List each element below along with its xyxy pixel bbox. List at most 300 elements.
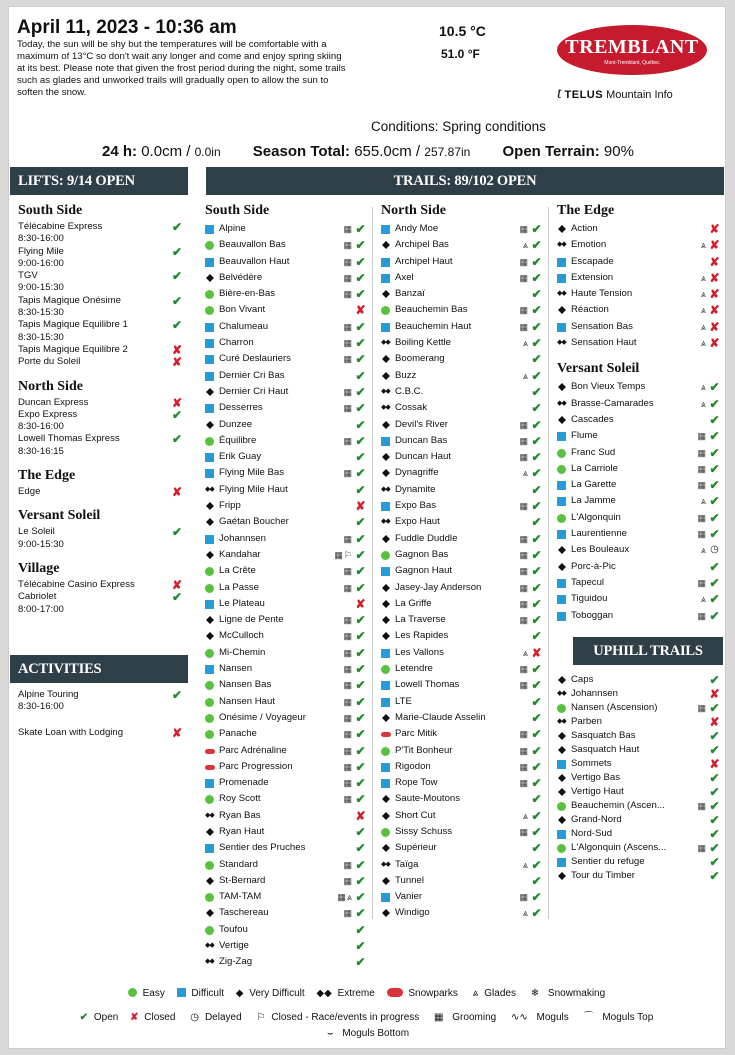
lift-name: Cabriolet [18, 591, 57, 603]
lift-hours: 9:00-16:00 [18, 257, 64, 269]
trail-name: Marie-Claude Asselin [395, 711, 486, 723]
trail-name: Nansen Bas [219, 679, 272, 691]
trail-name: Fripp [219, 500, 241, 512]
trail-row [205, 368, 367, 384]
closed-cross-icon: ✘ [709, 287, 720, 302]
trail-row [205, 857, 367, 873]
weather-description: Today, the sun will be shy but the temperatures will be comfortable with a maximum of 13°C so don't wait any longer and come and enjoy spring skiing at its best. Please note that given the frost period during the night, some trails such as glades and unworked trails will gradually open to allow the sun to soften the snow. [17, 39, 346, 98]
trail-row [205, 808, 367, 824]
trail-row [205, 954, 367, 970]
trail-name: Extension [571, 271, 614, 283]
flag-icon: ⚐ [256, 1012, 266, 1023]
conditions: Conditions: Spring conditions [371, 119, 546, 134]
easy-circle-icon [557, 704, 566, 713]
open-check-icon: ✔ [531, 238, 542, 253]
grooming-icon: ▦ [697, 843, 707, 853]
difficult-square-icon [381, 323, 390, 332]
open-check-icon: ✔ [709, 841, 720, 855]
trail-name: Sentier des Pruches [219, 842, 306, 854]
very-difficult-diamond-icon [382, 469, 390, 477]
very-difficult-diamond-icon [382, 421, 390, 429]
open-check-icon: ✔ [531, 287, 542, 302]
easy-circle-icon [205, 584, 214, 593]
lift-name: Flying Mile [18, 245, 64, 257]
open-check-icon: ✔ [355, 368, 366, 383]
grooming-icon: ▦ [697, 447, 707, 458]
legend-moguls: ∿∿ Moguls [510, 1012, 569, 1023]
trail-name: La Carriole [571, 462, 618, 474]
open-check-icon: ✔ [531, 596, 542, 611]
grooming-icon: ▦ [343, 289, 353, 300]
trail-name: Sensation Bas [571, 320, 633, 332]
trail-row [205, 237, 367, 253]
open-check-icon: ✔ [355, 678, 366, 693]
trail-row [205, 596, 367, 612]
trail-name: Axel [395, 271, 414, 283]
trails-south-side [205, 198, 367, 971]
trail-name: Vertige [219, 940, 249, 952]
easy-circle-icon [381, 747, 390, 756]
very-difficult-diamond-icon [382, 616, 390, 624]
grooming-icon: ▦ [343, 712, 353, 723]
lifts-list [18, 198, 190, 621]
trail-row [557, 771, 721, 785]
grooming-icon: ▦ [343, 435, 353, 446]
sponsor-name: TELUS [564, 89, 604, 101]
trail-row [381, 628, 543, 644]
trail-name: La Garette [571, 479, 617, 491]
lift-item [18, 356, 190, 368]
trail-row [205, 351, 367, 367]
easy-circle-icon [205, 861, 214, 870]
very-difficult-diamond-icon [382, 910, 390, 918]
trail-name: Beauvallon Haut [219, 255, 290, 267]
difficult-square-icon [205, 372, 214, 381]
open-check-icon: ✔ [531, 450, 542, 465]
glades-icon: ⩓ [700, 272, 707, 283]
difficult-square-icon [205, 225, 214, 234]
trail-row [205, 628, 367, 644]
open-check-icon: ✔ [355, 922, 366, 937]
trail-name: Vertigo Bas [571, 772, 621, 783]
open-check-icon: ✔ [531, 368, 542, 383]
open-check-icon: ✔ [355, 287, 366, 302]
very-difficult-diamond-icon [382, 535, 390, 543]
easy-circle-icon [557, 844, 566, 853]
trail-name: Bière-en-Bas [219, 288, 275, 300]
lift-name: Le Soleil [18, 526, 55, 538]
difficult-square-icon [381, 649, 390, 658]
trail-row [557, 729, 721, 743]
trail-name: Rope Tow [395, 777, 438, 789]
closed-cross-icon: ✘ [709, 238, 720, 253]
very-difficult-diamond-icon [382, 714, 390, 722]
open-check-icon: ✔ [531, 499, 542, 514]
easy-circle-icon [205, 714, 214, 723]
trail-name: Grand-Nord [571, 814, 622, 825]
trail-row [381, 237, 543, 253]
open-check-icon: ✔ [709, 396, 720, 411]
lift-name: TGV [18, 270, 38, 282]
trail-row [557, 591, 721, 607]
grooming-icon: ▦ [343, 566, 353, 577]
grooming-icon: ▦ [519, 272, 529, 283]
very-difficult-diamond-icon [558, 563, 566, 571]
grooming-icon: ▦ [697, 610, 707, 621]
trail-row [381, 482, 543, 498]
open-check-icon: ✔ [531, 531, 542, 546]
trail-name: Escapade [571, 255, 614, 267]
very-difficult-diamond-icon [206, 518, 214, 526]
closed-cross-icon: ✘ [171, 577, 183, 592]
trail-name: La Traverse [395, 614, 446, 626]
trail-row [205, 645, 367, 661]
trail-row [205, 384, 367, 400]
grooming-icon: ▦ [343, 664, 353, 675]
trail-row [381, 824, 543, 840]
lift-group-title: North Side [18, 378, 83, 394]
grooming-icon: ▦ [519, 566, 529, 577]
easy-circle-icon [205, 926, 214, 935]
open-check-icon: ✔ [709, 869, 720, 883]
grooming-icon: ▦ [519, 224, 529, 234]
trail-name: TAM-TAM [219, 891, 262, 903]
lift-item [18, 319, 190, 344]
trail-row [205, 433, 367, 449]
open-check-icon: ✔ [531, 890, 542, 905]
easy-circle-icon [205, 681, 214, 690]
trail-row [205, 824, 367, 840]
open-check-icon: ✔ [531, 482, 542, 497]
open-check-icon: ✔ [531, 515, 542, 530]
lift-hours: 9:00-15:30 [18, 538, 64, 550]
trail-group-title: The Edge [557, 203, 615, 218]
difficult-square-icon [205, 258, 214, 267]
closed-cross-icon: ✘ [171, 485, 183, 500]
check-icon: ✔ [79, 1012, 89, 1023]
very-difficult-diamond-icon [206, 551, 214, 559]
trail-row [205, 889, 367, 905]
grooming-icon: ▦ [343, 386, 353, 397]
trail-row [205, 743, 367, 759]
trail-name: Beauchemin Bas [395, 304, 468, 316]
trail-row [205, 759, 367, 775]
open-check-icon: ✔ [709, 575, 720, 590]
trail-name: Duncan Bas [395, 434, 448, 446]
difficult-square-icon [381, 681, 390, 690]
legend-open: ✔ Open [79, 1012, 119, 1023]
open-check-icon: ✔ [171, 220, 183, 234]
closed-cross-icon: ✘ [709, 757, 720, 771]
trail-name: Andy Moe [395, 223, 439, 234]
open-check-icon: ✔ [355, 906, 366, 921]
open-check-icon: ✔ [355, 629, 366, 644]
open-check-icon: ✔ [709, 510, 720, 525]
trail-row [205, 840, 367, 856]
very-difficult-diamond-icon [382, 453, 390, 461]
open-check-icon: ✔ [531, 352, 542, 367]
trail-row [381, 905, 543, 921]
trail-row [557, 757, 721, 771]
trail-row [557, 461, 721, 477]
trail-row [205, 319, 367, 335]
difficult-square-icon [557, 760, 566, 769]
open-check-icon: ✔ [355, 857, 366, 872]
trail-group-title: Versant Soleil [557, 361, 640, 377]
open-check-icon: ✔ [355, 222, 366, 236]
open-check-icon: ✔ [355, 759, 366, 774]
trail-name: Flying Mile Haut [219, 483, 288, 495]
open-check-icon: ✔ [355, 955, 366, 970]
trail-row [381, 596, 543, 612]
trail-name: Sasquatch Bas [571, 730, 636, 741]
trail-name: Les Vallons [395, 646, 444, 658]
open-check-icon: ✔ [531, 710, 542, 725]
trail-row [205, 531, 367, 547]
trail-name: Sensation Haut [571, 337, 637, 349]
trail-name: Devil's River [395, 418, 449, 430]
lift-name: Télécabine Casino Express [18, 578, 135, 590]
difficult-square-icon [557, 530, 566, 539]
trail-row [557, 428, 721, 444]
logo-tagline: Mont-Tremblant, Québec [604, 60, 660, 66]
trail-name: Dynagriffe [395, 467, 439, 479]
glades-icon: ⩓ [700, 382, 707, 393]
very-difficult-diamond-icon [206, 388, 214, 396]
open-check-icon: ✔ [531, 694, 542, 709]
trail-row [557, 477, 721, 493]
glades-icon: ⩓ [700, 321, 707, 332]
trail-row [557, 799, 721, 813]
trail-row [381, 417, 543, 433]
closed-cross-icon: ✘ [709, 270, 720, 285]
trail-name: Nansen [219, 663, 253, 675]
trail-row [205, 449, 367, 465]
open-check-icon: ✔ [355, 238, 366, 253]
open-check-icon: ✔ [355, 841, 366, 856]
trail-row [205, 514, 367, 530]
lift-item [18, 433, 190, 458]
difficult-square-icon [205, 355, 214, 364]
very-difficult-diamond-icon [558, 774, 566, 782]
trail-name: Tapecul [571, 576, 605, 588]
trail-row [205, 661, 367, 677]
trail-name: Boiling Kettle [395, 337, 451, 349]
lift-group-title: Versant Soleil [18, 508, 101, 524]
trail-name: Belvédère [219, 271, 263, 283]
extreme-double-diamond-icon: ◆◆ [205, 942, 214, 950]
grooming-icon: ▦ [343, 908, 353, 919]
open-check-icon: ✔ [355, 564, 366, 579]
open-check-icon: ✔ [531, 629, 542, 644]
open-check-icon: ✔ [171, 590, 183, 605]
open-check-icon: ✔ [709, 527, 720, 542]
closed-cross-icon: ✘ [355, 808, 366, 823]
grooming-icon: ▦ [343, 240, 353, 251]
trail-row [205, 791, 367, 807]
open-check-icon: ✔ [709, 785, 720, 799]
grooming-icon: ▦ [697, 801, 707, 811]
legend-snowmaking: ❄ Snowmaking [530, 988, 606, 999]
grooming-icon: ▦ [697, 703, 707, 713]
open-check-icon: ✔ [531, 906, 542, 921]
open-check-icon: ✔ [531, 270, 542, 285]
trail-name: Parben [571, 716, 602, 727]
trail-name: Ligne de Pente [219, 614, 284, 626]
grooming-icon: ▦ [343, 778, 353, 789]
lift-item [18, 486, 190, 498]
difficult-square-icon [557, 258, 566, 267]
grooming-icon: ▦ [343, 354, 353, 365]
trail-row [205, 905, 367, 921]
grooming-icon: ▦ [519, 615, 529, 626]
activities-list [18, 689, 190, 752]
trail-row [557, 855, 721, 869]
open-check-icon: ✔ [531, 662, 542, 677]
trail-row [557, 335, 721, 351]
open-check-icon: ✔ [531, 824, 542, 839]
glades-icon: ⩓ [522, 908, 529, 919]
difficult-square-icon [557, 858, 566, 867]
grooming-icon: ▦ [343, 696, 353, 707]
trail-row [557, 869, 721, 883]
trail-group-title: South Side [205, 203, 270, 218]
trail-name: Bon Vivant [219, 304, 266, 316]
open-check-icon: ✔ [709, 461, 720, 476]
open-check-icon: ✔ [531, 873, 542, 888]
difficult-square-icon [557, 612, 566, 621]
easy-circle-icon [205, 730, 214, 739]
lift-name: Alpine Touring [18, 689, 79, 700]
open-check-icon: ✔ [531, 417, 542, 432]
trail-name: Jasey-Jay Anderson [395, 581, 482, 593]
difficult-square-icon [381, 779, 390, 788]
sponsor [557, 85, 673, 103]
difficult-square-icon [205, 453, 214, 462]
easy-circle-icon [205, 698, 214, 707]
difficult-square-icon [381, 225, 390, 234]
very-difficult-diamond-icon [558, 307, 566, 315]
lift-name: Duncan Express [18, 396, 89, 408]
difficult-square-icon [205, 339, 214, 348]
trail-row [381, 400, 543, 416]
grooming-icon: ▦ [519, 305, 529, 316]
trail-name: Emotion [571, 239, 607, 251]
stat-season: Season Total: 655.0cm / 257.87in [252, 143, 471, 160]
trail-row [557, 286, 721, 302]
trail-name: Brasse-Camarades [571, 397, 654, 409]
trail-row [557, 237, 721, 253]
easy-circle-icon [205, 290, 214, 299]
trail-row [381, 335, 543, 351]
trail-row [557, 701, 721, 715]
difficult-square-icon [557, 830, 566, 839]
open-check-icon: ✔ [709, 478, 720, 493]
open-check-icon: ✔ [355, 254, 366, 269]
trail-row [205, 710, 367, 726]
open-check-icon: ✔ [709, 445, 720, 460]
open-check-icon: ✔ [531, 433, 542, 448]
trail-name: Les Bouleaux [571, 544, 630, 556]
closed-cross-icon: ✘ [709, 222, 720, 236]
difficult-square-icon [205, 665, 214, 674]
open-check-icon: ✔ [709, 855, 720, 869]
extreme-double-diamond-icon: ◆◆ [381, 387, 390, 395]
clock-icon: ◷ [190, 1012, 199, 1023]
extreme-double-diamond-icon: ◆◆ [557, 690, 566, 697]
trail-row [205, 612, 367, 628]
extreme-double-diamond-icon: ◆◆ [557, 241, 566, 249]
glades-icon: ⩓ [700, 289, 707, 300]
trail-name: Beauchemin Haut [395, 320, 472, 332]
very-difficult-diamond-icon [206, 910, 214, 918]
trail-name: Nord-Sud [571, 828, 613, 839]
cross-icon: ✘ [130, 1012, 139, 1023]
legend-moguls-bottom: ⌣ Moguls Bottom [326, 1028, 410, 1039]
lift-item [18, 344, 190, 356]
open-check-icon: ✔ [709, 827, 720, 841]
very-difficult-diamond-icon [558, 383, 566, 391]
grooming-icon: ▦ [343, 533, 353, 544]
grooming-icon: ▦ [343, 859, 353, 870]
trail-row [381, 433, 543, 449]
trail-row [205, 254, 367, 270]
trail-row [557, 559, 721, 575]
very-difficult-diamond-icon [382, 812, 390, 820]
trail-name: Charron [219, 337, 254, 349]
trail-row [205, 677, 367, 693]
lift-item [18, 689, 190, 714]
trail-row [381, 694, 543, 710]
open-check-icon: ✔ [531, 678, 542, 693]
grooming-icon: ▦ [343, 338, 353, 349]
lift-item [18, 221, 190, 246]
grooming-icon: ▦ [519, 598, 529, 609]
legend-row-3 [9, 1028, 727, 1039]
trail-name: Expo Bas [395, 500, 437, 512]
trail-name: Mi-Chemin [219, 646, 266, 658]
very-difficult-diamond-icon [206, 616, 214, 624]
easy-circle-icon [205, 437, 214, 446]
trail-row [381, 661, 543, 677]
open-check-icon: ✔ [355, 694, 366, 709]
trail-row [381, 384, 543, 400]
trail-row [557, 412, 721, 428]
trail-row [381, 514, 543, 530]
trail-row [557, 715, 721, 729]
closed-cross-icon: ✘ [355, 499, 366, 514]
lift-hours: 8:30-16:00 [18, 233, 64, 245]
trail-name: Alpine [219, 223, 246, 234]
grooming-icon: ▦ [343, 272, 353, 283]
open-check-icon: ✔ [355, 433, 366, 448]
trail-name: Archipel Haut [395, 255, 453, 267]
open-check-icon: ✔ [531, 384, 542, 399]
closed-cross-icon: ✘ [709, 336, 720, 351]
grooming-icon: ▦ [343, 729, 353, 740]
grooming-icon: ▦ [343, 224, 353, 234]
grooming-icon: ▦ [343, 631, 353, 642]
glades-icon: ⩓ [522, 810, 529, 821]
open-check-icon: ✔ [355, 466, 366, 481]
difficult-square-icon [557, 432, 566, 441]
trail-row [381, 873, 543, 889]
difficult-square-icon [381, 893, 390, 902]
grooming-icon: ▦ [519, 321, 529, 332]
column-divider [372, 207, 373, 919]
very-difficult-diamond-icon [206, 632, 214, 640]
trail-group-title: North Side [381, 203, 446, 218]
